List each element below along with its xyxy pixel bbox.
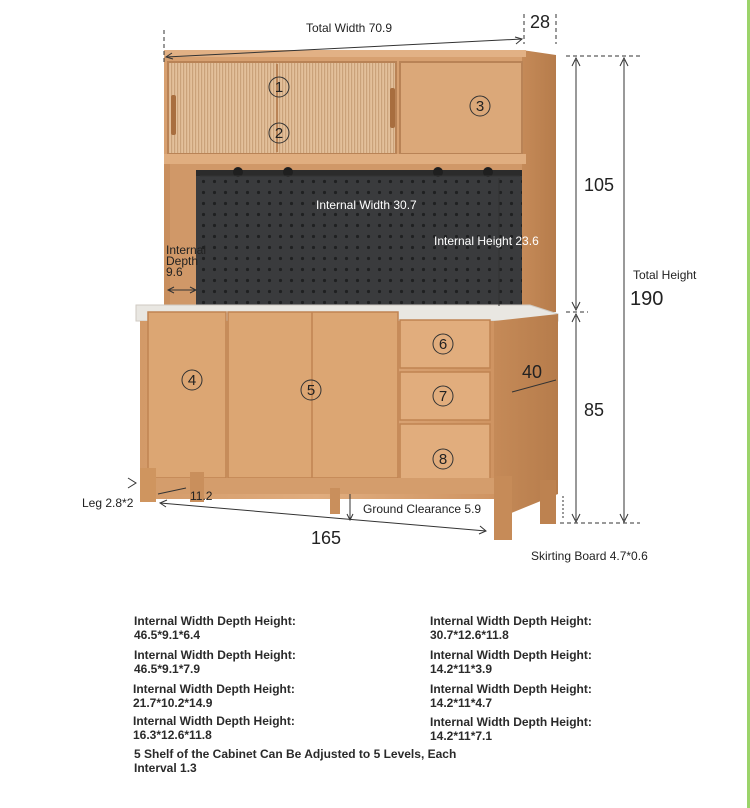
marker-3: 3 (475, 98, 485, 115)
spec-7-label: Internal Width Depth Height: (133, 714, 295, 728)
note-line-1: 5 Shelf of the Cabinet Can Be Adjusted to 5 Levels, Each (134, 747, 457, 761)
leg-front-right (494, 476, 512, 540)
hutch-top (164, 50, 526, 57)
spec-2-value: 30.7*12.6*11.8 (430, 628, 509, 642)
spec-4-value: 14.2*11*3.9 (430, 662, 493, 676)
spec-4-label: Internal Width Depth Height: (430, 648, 592, 662)
pegboard-rail (196, 170, 522, 176)
ground-clearance-label: Ground Clearance 5.9 (363, 502, 482, 516)
leg-middle (330, 488, 340, 514)
spec-8-label: Internal Width Depth Height: (430, 715, 592, 729)
marker-8: 8 (438, 451, 448, 468)
marker-1: 1 (274, 79, 284, 96)
spec-5 (133, 682, 433, 710)
spec-4 (430, 648, 730, 676)
total-height-label: Total Height (633, 268, 697, 282)
skirting-board-label: Skirting Board 4.7*0.6 (531, 549, 648, 563)
lower-height-label: 85 (584, 400, 605, 420)
spec-5-label: Internal Width Depth Height: (133, 682, 295, 696)
internal-depth-label-3: 9.6 (166, 265, 183, 279)
spec-6-label: Internal Width Depth Height: (430, 682, 592, 696)
lower-cabinet (140, 312, 558, 540)
spec-3 (134, 648, 434, 676)
internal-depth-label-2: Depth (166, 254, 199, 268)
note-line-2: Interval 1.3 (134, 761, 197, 775)
total-height-value: 190 (630, 288, 664, 310)
spec-1-label: Internal Width Depth Height: (134, 614, 296, 628)
spec-7 (133, 714, 433, 742)
spec-1-value: 46.5*9.1*6.4 (134, 628, 201, 642)
marker-5: 5 (306, 382, 316, 399)
spec-7-value: 16.3*12.6*11.8 (133, 728, 212, 742)
hutch-side-panel (522, 50, 556, 312)
internal-width-label: Internal Width 30.7 (316, 198, 417, 212)
total-width-arrow-right (515, 37, 522, 44)
spec-8-value: 14.2*11*7.1 (430, 729, 493, 743)
leg-label: Leg 2.8*2 (82, 496, 134, 510)
internal-depth-label-1: Internal (166, 243, 207, 257)
side-depth-label: 40 (522, 362, 543, 382)
shelf-adjust-note (134, 747, 474, 775)
open-cubby (400, 62, 522, 154)
depth-top-label: 28 (530, 12, 551, 32)
hutch-shelf (164, 154, 526, 164)
marker-6: 6 (438, 336, 448, 353)
spec-2-label: Internal Width Depth Height: (430, 614, 592, 628)
door-handle-right (390, 88, 395, 128)
marker-2: 2 (274, 125, 284, 142)
door-handle-left (171, 95, 176, 135)
hutch-left-post (164, 164, 170, 308)
upper-height-label: 105 (584, 175, 615, 195)
leg-marker-arrow (128, 478, 136, 488)
spec-3-value: 46.5*9.1*7.9 (134, 662, 201, 676)
spec-3-label: Internal Width Depth Height: (134, 648, 296, 662)
marker-4: 4 (187, 372, 197, 389)
spec-5-value: 21.7*10.2*14.9 (133, 696, 213, 710)
spec-6 (430, 682, 730, 710)
spec-8 (430, 715, 730, 743)
leg-offset-label: 11.2 (190, 489, 213, 503)
spec-6-value: 14.2*11*4.7 (430, 696, 493, 710)
spec-1 (134, 614, 434, 642)
length-label: 165 (311, 528, 342, 548)
total-width-label: Total Width 70.9 (306, 21, 393, 35)
spec-2 (430, 614, 730, 642)
leg-back-right (540, 480, 556, 524)
leg-front-left (140, 468, 156, 502)
marker-7: 7 (438, 388, 448, 405)
door-4 (148, 312, 226, 478)
internal-height-label: Internal Height 23.6 (434, 234, 539, 248)
upper-hutch (164, 50, 556, 312)
